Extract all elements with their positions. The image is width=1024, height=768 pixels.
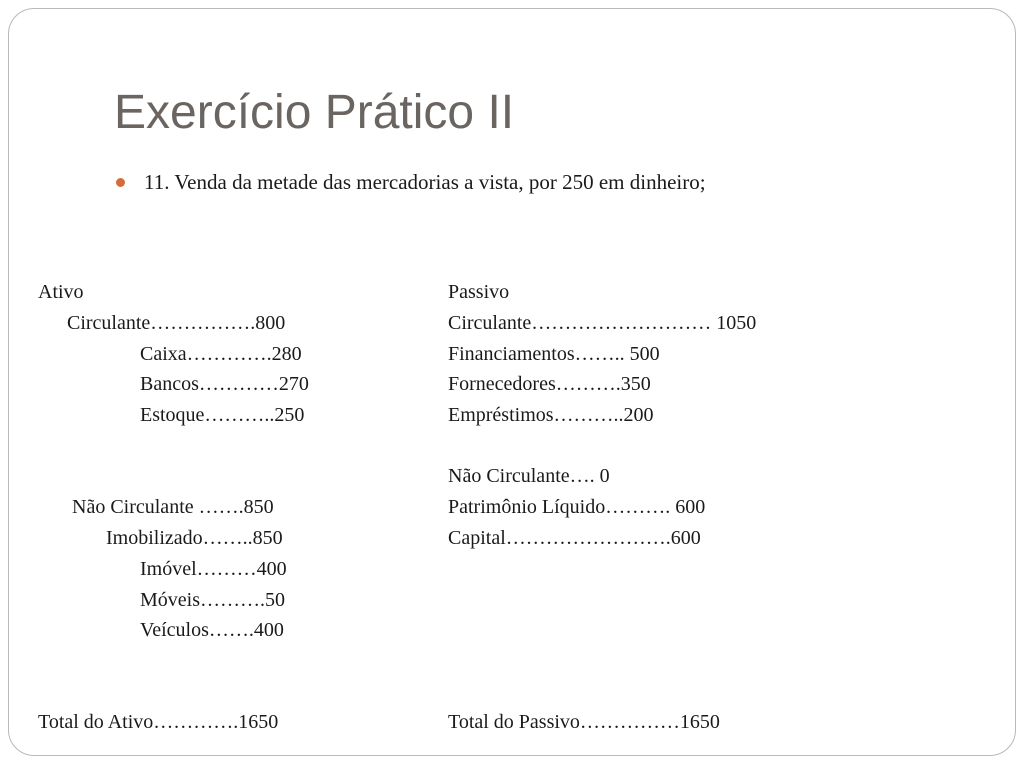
passivo-circulante: Circulante……………………… 1050 (448, 312, 757, 334)
passivo-patrimonio-liquido: Patrimônio Líquido………. 600 (448, 496, 706, 518)
ativo-nao-circulante: Não Circulante …….850 (72, 496, 274, 518)
ativo-veiculos: Veículos…….400 (140, 619, 284, 641)
passivo-fornecedores: Fornecedores……….350 (448, 373, 651, 395)
ativo-caixa: Caixa………….280 (140, 343, 302, 365)
ativo-circulante: Circulante…………….800 (67, 312, 286, 334)
passivo-header: Passivo (448, 281, 510, 303)
bullet-text: 11. Venda da metade das mercadorias a vista, por 250 em dinheiro; (144, 170, 706, 194)
ativo-total: Total do Ativo………….1650 (38, 711, 279, 733)
ativo-bancos: Bancos…………270 (140, 373, 309, 395)
slide-title: Exercício Prático II (114, 86, 515, 139)
ativo-estoque: Estoque………..250 (140, 404, 305, 426)
ativo-imobilizado: Imobilizado……..850 (106, 527, 283, 549)
ativo-moveis: Móveis……….50 (140, 589, 285, 611)
bullet-dot-icon (116, 178, 125, 187)
passivo-capital: Capital…………………….600 (448, 527, 701, 549)
passivo-emprestimos: Empréstimos………..200 (448, 404, 654, 426)
ativo-imovel: Imóvel………400 (140, 558, 287, 580)
passivo-financiamentos: Financiamentos…….. 500 (448, 343, 660, 365)
passivo-nao-circulante: Não Circulante…. 0 (448, 465, 610, 487)
ativo-header: Ativo (38, 281, 84, 303)
passivo-total: Total do Passivo……………1650 (448, 711, 720, 733)
